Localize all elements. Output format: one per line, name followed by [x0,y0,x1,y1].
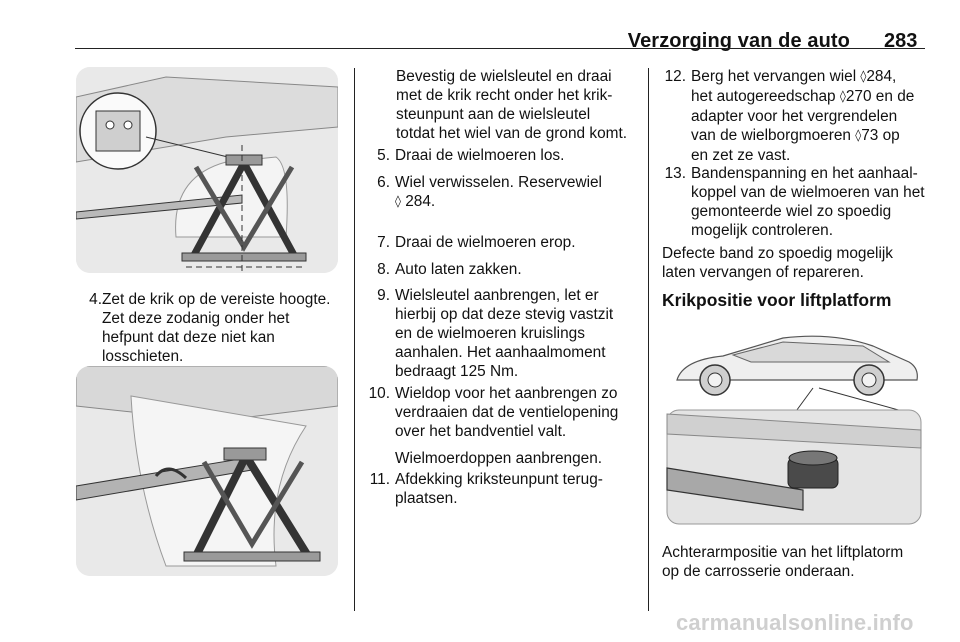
header-title: Verzorging van de auto [627,30,850,52]
figure-caption [662,543,903,581]
step-line: Zet deze zodanig onder het [102,310,290,327]
step-line: Auto laten zakken. [395,261,522,278]
step-line: Zet de krik op de vereiste hoogte. [102,291,331,308]
step-line: gemonteerde wiel zo spoedig [691,203,892,220]
intro-line: met de krik recht onder het krik- [396,87,613,104]
step-line: Draai de wielmoeren erop. [395,234,576,251]
step-number: 5. [377,147,390,164]
figure-lift-platform [663,318,925,528]
step-number: 7. [377,234,390,251]
step-line: Wiel verwisselen. Reservewiel [395,174,602,191]
reference-page: 284. [405,193,436,210]
step-number: 4. [89,291,102,308]
step-line: hierbij op dat deze stevig vastzit [395,306,614,323]
step-line: losschieten. [102,348,184,365]
step-number: 11. [369,471,390,488]
header-rule [75,48,925,49]
reference-page[interactable]: 284, [866,68,897,85]
step-line: plaatsen. [395,490,458,507]
step-line [691,87,914,107]
step-line: mogelijk controleren. [691,222,834,239]
intro-paragraph [396,67,627,143]
step-line: aanhalen. Het aanhaalmoment [395,344,606,361]
page-reference-icon: ◊ [395,194,401,208]
jack-illustration [76,67,338,273]
figure-jack-position [76,67,338,273]
step-line: hefpunt dat deze niet kan [102,329,275,346]
note-paragraph [662,244,893,282]
step-line: koppel van de wielmoeren van het [691,184,925,201]
step-number: 9. [377,287,390,304]
step-line: Draai de wielmoeren los. [395,147,565,164]
step-line: Afdekking kriksteunpunt terug- [395,471,603,488]
step-number: 6. [377,174,390,191]
note-line: laten vervangen of repareren. [662,264,864,281]
step-number: 10. [368,385,390,402]
reference-page[interactable]: 73 op [861,127,900,144]
step-text: van de wielborgmoeren [691,127,856,144]
page-header [0,0,960,52]
step-line: adapter voor het vergrendelen [691,108,898,125]
lift-platform-illustration [663,318,925,528]
page-reference-icon: ◊ [855,128,862,142]
intro-line: Bevestig de wielsleutel en draai [396,68,612,85]
step-text: Berg het vervangen wiel [691,68,861,85]
step-line [691,67,914,87]
reference-page[interactable]: 270 en de [845,88,915,105]
step-line: Wieldop voor het aanbrengen zo [395,385,618,402]
step-line: over het bandventiel valt. [395,423,567,440]
step-line [691,126,914,146]
column-divider-left [354,68,355,611]
wheel-wrench-illustration [76,366,338,576]
caption-line: op de carrosserie onderaan. [662,563,855,580]
step-line: Wielsleutel aanbrengen, let er [395,287,599,304]
intro-line: steunpunt aan de wielsleutel [396,106,591,123]
section-heading: Krikpositie voor liftplatform [662,290,892,310]
page-reference-icon: ◊ [839,89,846,103]
step-line: en de wielmoeren kruislings [395,325,585,342]
figure-wheel-wrench [76,366,338,576]
step-number: 8. [377,261,390,278]
step-number: 12. [664,68,686,85]
page-reference-icon: ◊ [860,69,867,83]
step-line: en zet ze vast. [691,147,791,164]
column-divider-right [648,68,649,611]
step-extra-line: Wielmoerdoppen aanbrengen. [395,450,603,467]
step-text: het autogereedschap [691,88,840,105]
page-number: 283 [884,30,918,52]
step-line: Bandenspanning en het aanhaal- [691,165,918,182]
step-line: verdraaien dat de ventielopening [395,404,619,421]
step-number: 13. [664,165,686,182]
caption-line: Achterarmpositie van het liftplatorm [662,544,904,561]
note-line: Defecte band zo spoedig mogelijk [662,245,894,262]
step-line: bedraagt 125 Nm. [395,363,519,380]
watermark: carmanualsonline.info [676,610,914,635]
intro-line: totdat het wiel van de grond komt. [396,125,627,142]
cross-reference[interactable] [395,192,602,212]
